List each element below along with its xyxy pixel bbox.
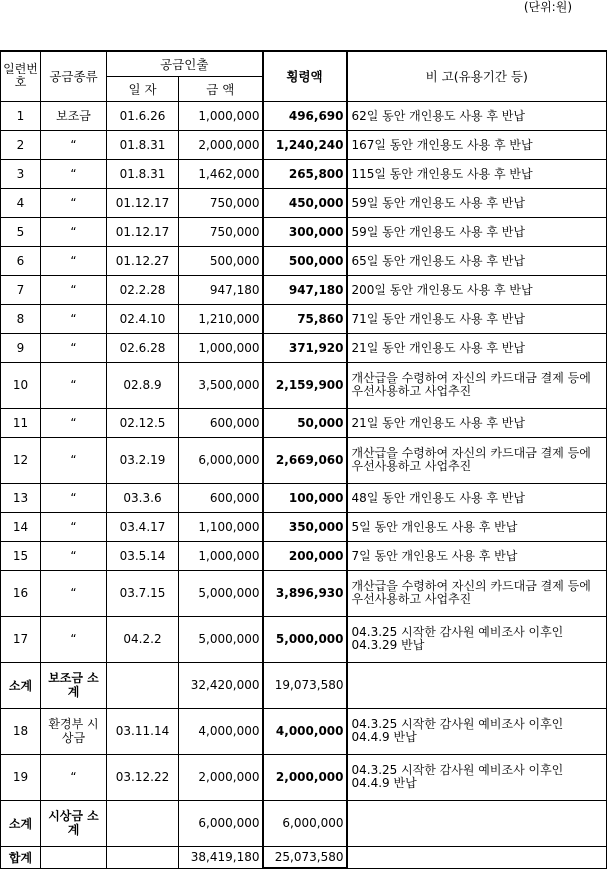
row-number: 11 — [1, 408, 41, 437]
subtotal-label: 소계 — [1, 800, 41, 846]
note: 59일 동안 개인용도 사용 후 반납 — [347, 188, 607, 217]
total-row — [1, 846, 607, 868]
note: 200일 동안 개인용도 사용 후 반납 — [347, 275, 607, 304]
embezzlement-table — [0, 50, 607, 869]
withdrawal-date: 04.2.2 — [107, 616, 179, 662]
fund-type: “ — [41, 362, 107, 408]
subtotal-row-prize — [1, 800, 607, 846]
subtotal-label: 소계 — [1, 662, 41, 708]
note: 04.3.25 시작한 감사원 예비조사 이후인 04.4.9 반납 — [347, 754, 607, 800]
withdrawal-date: 01.6.26 — [107, 101, 179, 130]
note: 48일 동안 개인용도 사용 후 반납 — [347, 483, 607, 512]
subtotal-amount: 32,420,000 — [179, 662, 263, 708]
withdrawal-amount: 1,000,000 — [179, 541, 263, 570]
withdrawal-date: 03.4.17 — [107, 512, 179, 541]
row-number: 2 — [1, 130, 41, 159]
withdrawal-date: 01.12.17 — [107, 217, 179, 246]
table-row — [1, 333, 607, 362]
table-row — [1, 362, 607, 408]
embezzled-amount: 2,000,000 — [263, 754, 347, 800]
fund-type: “ — [41, 570, 107, 616]
fund-type: “ — [41, 437, 107, 483]
row-number: 1 — [1, 101, 41, 130]
withdrawal-date: 03.12.22 — [107, 754, 179, 800]
row-number: 5 — [1, 217, 41, 246]
withdrawal-date: 02.2.28 — [107, 275, 179, 304]
fund-type: “ — [41, 616, 107, 662]
subtotal-amount: 6,000,000 — [179, 800, 263, 846]
embezzled-amount: 2,159,900 — [263, 362, 347, 408]
fund-type: “ — [41, 188, 107, 217]
fund-type: “ — [41, 333, 107, 362]
withdrawal-amount: 6,000,000 — [179, 437, 263, 483]
withdrawal-date: 02.8.9 — [107, 362, 179, 408]
note: 65일 동안 개인용도 사용 후 반납 — [347, 246, 607, 275]
embezzled-amount: 300,000 — [263, 217, 347, 246]
header-fund-type: 공금종류 — [41, 51, 107, 101]
note: 21일 동안 개인용도 사용 후 반납 — [347, 333, 607, 362]
fund-type: “ — [41, 246, 107, 275]
withdrawal-amount: 1,000,000 — [179, 333, 263, 362]
note: 개산급을 수령하여 자신의 카드대금 결제 등에 우선사용하고 사업추진 — [347, 362, 607, 408]
embezzled-amount: 4,000,000 — [263, 708, 347, 754]
header-embezzled: 횡령액 — [263, 51, 347, 101]
withdrawal-date: 01.12.17 — [107, 188, 179, 217]
embezzled-amount: 75,860 — [263, 304, 347, 333]
fund-type: “ — [41, 275, 107, 304]
header-serial: 일련번호 — [1, 51, 41, 101]
fund-type: “ — [41, 408, 107, 437]
row-number: 10 — [1, 362, 41, 408]
note: 개산급을 수령하여 자신의 카드대금 결제 등에 우선사용하고 사업추진 — [347, 437, 607, 483]
fund-type: “ — [41, 217, 107, 246]
note: 167일 동안 개인용도 사용 후 반납 — [347, 130, 607, 159]
subtotal-type: 보조금 소계 — [41, 662, 107, 708]
withdrawal-date: 01.8.31 — [107, 130, 179, 159]
fund-type: “ — [41, 159, 107, 188]
embezzled-amount: 350,000 — [263, 512, 347, 541]
withdrawal-amount: 3,500,000 — [179, 362, 263, 408]
total-label: 합계 — [1, 846, 41, 868]
table-row — [1, 570, 607, 616]
row-number: 8 — [1, 304, 41, 333]
row-number: 9 — [1, 333, 41, 362]
table-row — [1, 101, 607, 130]
withdrawal-date: 03.11.14 — [107, 708, 179, 754]
table-row — [1, 483, 607, 512]
table-row — [1, 541, 607, 570]
table-row — [1, 246, 607, 275]
note: 7일 동안 개인용도 사용 후 반납 — [347, 541, 607, 570]
table-row — [1, 130, 607, 159]
note: 개산급을 수령하여 자신의 카드대금 결제 등에 우선사용하고 사업추진 — [347, 570, 607, 616]
table-row — [1, 159, 607, 188]
fund-type: “ — [41, 130, 107, 159]
withdrawal-date: 01.8.31 — [107, 159, 179, 188]
table-row — [1, 708, 607, 754]
header-withdrawal: 공금인출 — [107, 51, 263, 76]
subtotal-embezzled: 6,000,000 — [263, 800, 347, 846]
withdrawal-date: 02.4.10 — [107, 304, 179, 333]
withdrawal-amount: 4,000,000 — [179, 708, 263, 754]
fund-type: “ — [41, 483, 107, 512]
row-number: 7 — [1, 275, 41, 304]
row-number: 6 — [1, 246, 41, 275]
row-number: 13 — [1, 483, 41, 512]
withdrawal-amount: 750,000 — [179, 217, 263, 246]
unit-label: (단위:원) — [523, 0, 572, 14]
withdrawal-amount: 1,100,000 — [179, 512, 263, 541]
withdrawal-amount: 5,000,000 — [179, 616, 263, 662]
withdrawal-date: 02.6.28 — [107, 333, 179, 362]
table-row — [1, 616, 607, 662]
row-number: 3 — [1, 159, 41, 188]
row-number: 14 — [1, 512, 41, 541]
withdrawal-date: 03.7.15 — [107, 570, 179, 616]
table-row — [1, 754, 607, 800]
embezzled-amount: 50,000 — [263, 408, 347, 437]
embezzled-amount: 100,000 — [263, 483, 347, 512]
table-row — [1, 304, 607, 333]
row-number: 16 — [1, 570, 41, 616]
note: 21일 동안 개인용도 사용 후 반납 — [347, 408, 607, 437]
embezzled-amount: 496,690 — [263, 101, 347, 130]
withdrawal-amount: 947,180 — [179, 275, 263, 304]
fund-type: 보조금 — [41, 101, 107, 130]
withdrawal-amount: 1,210,000 — [179, 304, 263, 333]
fund-type: “ — [41, 754, 107, 800]
row-number: 18 — [1, 708, 41, 754]
embezzled-amount: 947,180 — [263, 275, 347, 304]
withdrawal-date: 01.12.27 — [107, 246, 179, 275]
table-row — [1, 188, 607, 217]
withdrawal-amount: 600,000 — [179, 483, 263, 512]
withdrawal-date: 03.3.6 — [107, 483, 179, 512]
note: 62일 동안 개인용도 사용 후 반납 — [347, 101, 607, 130]
note: 04.3.25 시작한 감사원 예비조사 이후인 04.3.29 반납 — [347, 616, 607, 662]
withdrawal-date: 03.5.14 — [107, 541, 179, 570]
withdrawal-amount: 750,000 — [179, 188, 263, 217]
note: 115일 동안 개인용도 사용 후 반납 — [347, 159, 607, 188]
subtotal-row-subsidy — [1, 662, 607, 708]
withdrawal-date: 03.2.19 — [107, 437, 179, 483]
withdrawal-date: 02.12.5 — [107, 408, 179, 437]
total-embezzled: 25,073,580 — [263, 846, 347, 868]
fund-type: “ — [41, 304, 107, 333]
note: 04.3.25 시작한 감사원 예비조사 이후인 04.4.9 반납 — [347, 708, 607, 754]
table-row — [1, 275, 607, 304]
row-number: 17 — [1, 616, 41, 662]
embezzled-amount: 450,000 — [263, 188, 347, 217]
fund-type: “ — [41, 541, 107, 570]
header-note: 비 고(유용기간 등) — [347, 51, 607, 101]
withdrawal-amount: 5,000,000 — [179, 570, 263, 616]
row-number: 12 — [1, 437, 41, 483]
table-row — [1, 408, 607, 437]
table-row — [1, 437, 607, 483]
embezzled-amount: 371,920 — [263, 333, 347, 362]
embezzled-amount: 2,669,060 — [263, 437, 347, 483]
header-amount: 금 액 — [179, 76, 263, 101]
fund-type: “ — [41, 512, 107, 541]
withdrawal-amount: 600,000 — [179, 408, 263, 437]
subtotal-embezzled: 19,073,580 — [263, 662, 347, 708]
embezzled-amount: 3,896,930 — [263, 570, 347, 616]
fund-type: 환경부 시상금 — [41, 708, 107, 754]
header-date: 일 자 — [107, 76, 179, 101]
embezzled-amount: 200,000 — [263, 541, 347, 570]
embezzled-amount: 500,000 — [263, 246, 347, 275]
withdrawal-amount: 1,000,000 — [179, 101, 263, 130]
withdrawal-amount: 2,000,000 — [179, 130, 263, 159]
table-row — [1, 217, 607, 246]
withdrawal-amount: 2,000,000 — [179, 754, 263, 800]
row-number: 19 — [1, 754, 41, 800]
table-row — [1, 512, 607, 541]
row-number: 4 — [1, 188, 41, 217]
note: 71일 동안 개인용도 사용 후 반납 — [347, 304, 607, 333]
subtotal-type: 시상금 소계 — [41, 800, 107, 846]
note: 5일 동안 개인용도 사용 후 반납 — [347, 512, 607, 541]
note: 59일 동안 개인용도 사용 후 반납 — [347, 217, 607, 246]
withdrawal-amount: 500,000 — [179, 246, 263, 275]
withdrawal-amount: 1,462,000 — [179, 159, 263, 188]
row-number: 15 — [1, 541, 41, 570]
total-amount: 38,419,180 — [179, 846, 263, 868]
embezzled-amount: 265,800 — [263, 159, 347, 188]
embezzled-amount: 5,000,000 — [263, 616, 347, 662]
embezzled-amount: 1,240,240 — [263, 130, 347, 159]
